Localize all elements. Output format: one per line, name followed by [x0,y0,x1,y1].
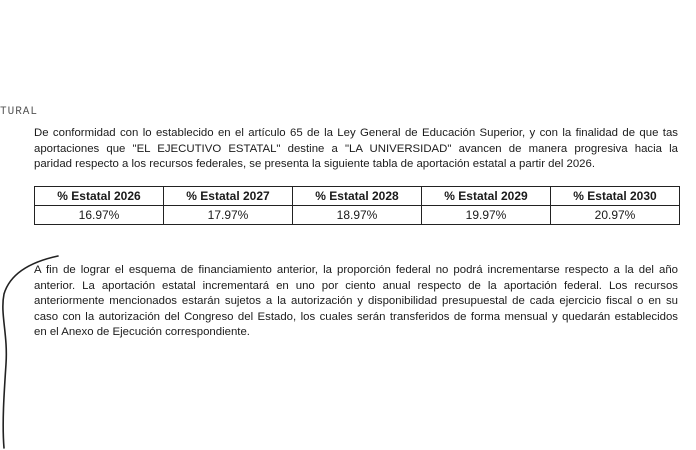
paragraph-line: caso con la autorización del Congreso del Estado, los cuales serán transferidos de forma mensual y quedarán establecidos [34,310,678,323]
paragraph-line: en el Anexo de Ejecución correspondiente. [34,326,250,339]
table-row [35,206,680,225]
table-cell: 19.97% [422,206,551,225]
paragraph-financing [34,263,678,341]
table-cell: 17.97% [164,206,293,225]
paragraph-line: anterior. La aportación estatal incrementará en uno por ciento anual respecto de la aportación federal. Los recursos [34,279,678,292]
table-header-cell: % Estatal 2030 [551,187,680,206]
paragraph-line: aportaciones que "EL EJECUTIVO ESTATAL" destine a "LA UNIVERSIDAD" avancen de manera progresiva hacia la [34,142,678,155]
header-fragment: TURAL [0,106,39,118]
paragraph-line: anteriormente mencionados estarán sujetos a la autorización y disponibilidad presupuestal de cada ejercicio fiscal o en su [34,295,678,308]
paragraph-intro [34,126,678,173]
table-cell: 18.97% [293,206,422,225]
table-header-cell: % Estatal 2029 [422,187,551,206]
paragraph-line: De conformidad con lo establecido en el artículo 65 de la Ley General de Educación Superior, y con la finalidad de que tas [34,127,678,139]
table-header-row [35,187,680,206]
paragraph-line: paridad respecto a los recursos federales, se presenta la siguiente tabla de aportación estatal a partir del 2026. [34,158,596,171]
table-cell: 20.97% [551,206,680,225]
paragraph-line: A fin de lograr el esquema de financiamiento anterior, la proporción federal no podrá incrementarse respecto a la del año [34,264,678,276]
table-header-cell: % Estatal 2026 [35,187,164,206]
table-header-cell: % Estatal 2027 [164,187,293,206]
table-header-cell: % Estatal 2028 [293,187,422,206]
table-cell: 16.97% [35,206,164,225]
state-contribution-table [34,186,680,225]
